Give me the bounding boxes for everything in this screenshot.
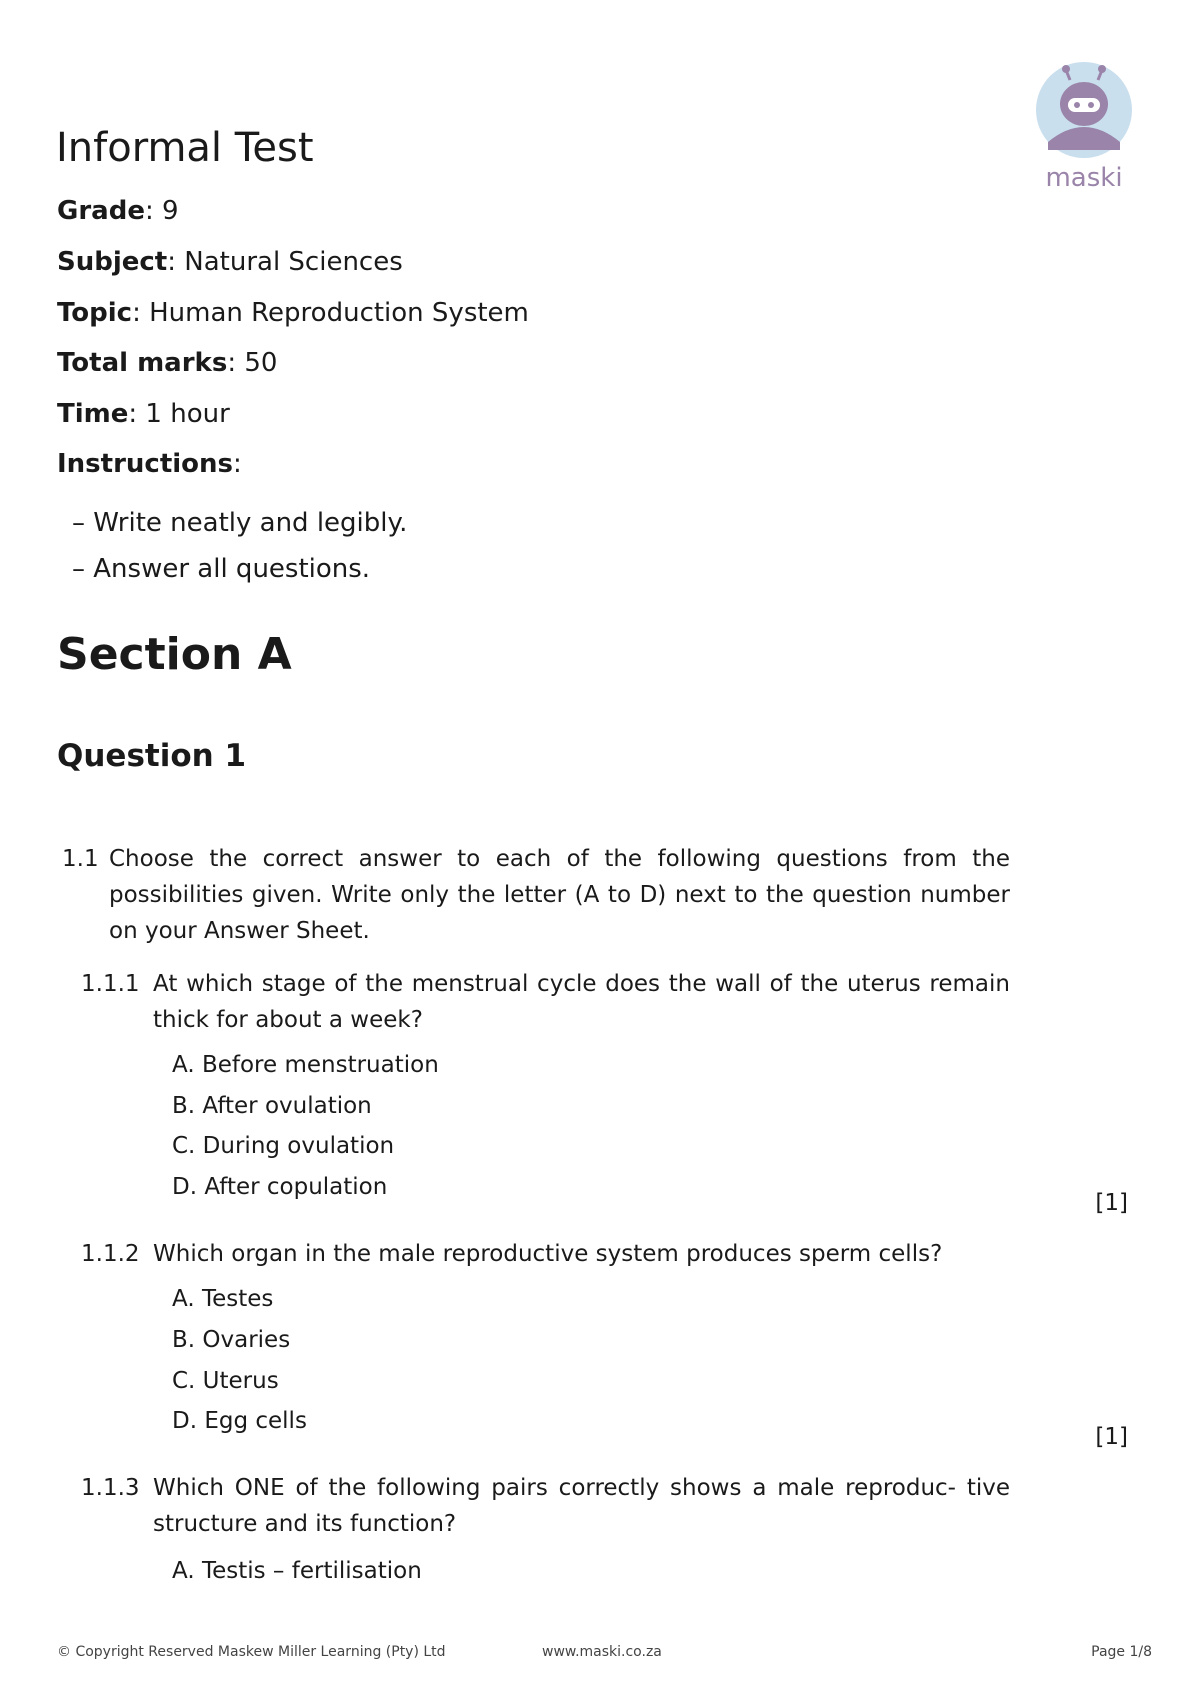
option-a: A. Before menstruation: [172, 1052, 439, 1078]
section-heading: Section A: [57, 629, 292, 680]
option-b: B. Ovaries: [172, 1327, 291, 1353]
question-1-1-1: [81, 966, 1010, 1038]
mark-allocation: [1]: [1095, 1190, 1128, 1216]
question-number: 1.1.3: [81, 1475, 140, 1501]
mark-allocation: [1]: [1095, 1424, 1128, 1450]
option-a: A. Testes: [172, 1286, 274, 1312]
option-c: C. During ovulation: [172, 1133, 395, 1159]
question-1-1: [62, 841, 1010, 949]
subject-line: Subject: Natural Sciences: [57, 247, 403, 277]
footer-copyright: © Copyright Reserved Maskew Miller Learning (Pty) Ltd: [57, 1644, 446, 1660]
footer-website-link[interactable]: www.maski.co.za: [542, 1644, 662, 1660]
instructions-heading: Instructions:: [57, 449, 242, 479]
question-heading: Question 1: [57, 738, 247, 774]
instruction-item: – Answer all questions.: [72, 554, 371, 584]
logo-text: maski: [1045, 163, 1123, 193]
option-a: A. Testis – fertilisation: [172, 1558, 422, 1584]
grade-line: Grade: 9: [57, 196, 179, 226]
question-1-1-3: [81, 1470, 1010, 1542]
robot-icon: [1032, 60, 1136, 194]
page-title: Informal Test: [56, 125, 314, 171]
question-text: Choose the correct answer to each of the following questions from the possibilities given. Write only the letter (A to D) next to the question number on your Answer Sheet.: [109, 846, 1010, 944]
question-text: At which stage of the menstrual cycle does the wall of the uterus remain thick for about a week?: [153, 971, 1010, 1033]
question-text: Which organ in the male reproductive system produces sperm cells?: [153, 1241, 943, 1267]
question-text: Which ONE of the following pairs correctly shows a male reproduc- tive structure and its function?: [153, 1475, 1010, 1537]
question-1-1-2: [81, 1236, 1010, 1272]
option-d: D. Egg cells: [172, 1408, 307, 1434]
total-marks-line: Total marks: 50: [57, 348, 278, 378]
topic-line: Topic: Human Reproduction System: [57, 298, 529, 328]
question-number: 1.1.2: [81, 1241, 140, 1267]
instruction-item: – Write neatly and legibly.: [72, 508, 408, 538]
maski-logo: [1032, 60, 1136, 194]
time-line: Time: 1 hour: [57, 399, 230, 429]
question-number: 1.1: [62, 846, 99, 872]
option-c: C. Uterus: [172, 1368, 279, 1394]
question-number: 1.1.1: [81, 971, 140, 997]
option-d: D. After copulation: [172, 1174, 388, 1200]
footer-page-number: Page 1/8: [1091, 1644, 1152, 1660]
option-b: B. After ovulation: [172, 1093, 372, 1119]
